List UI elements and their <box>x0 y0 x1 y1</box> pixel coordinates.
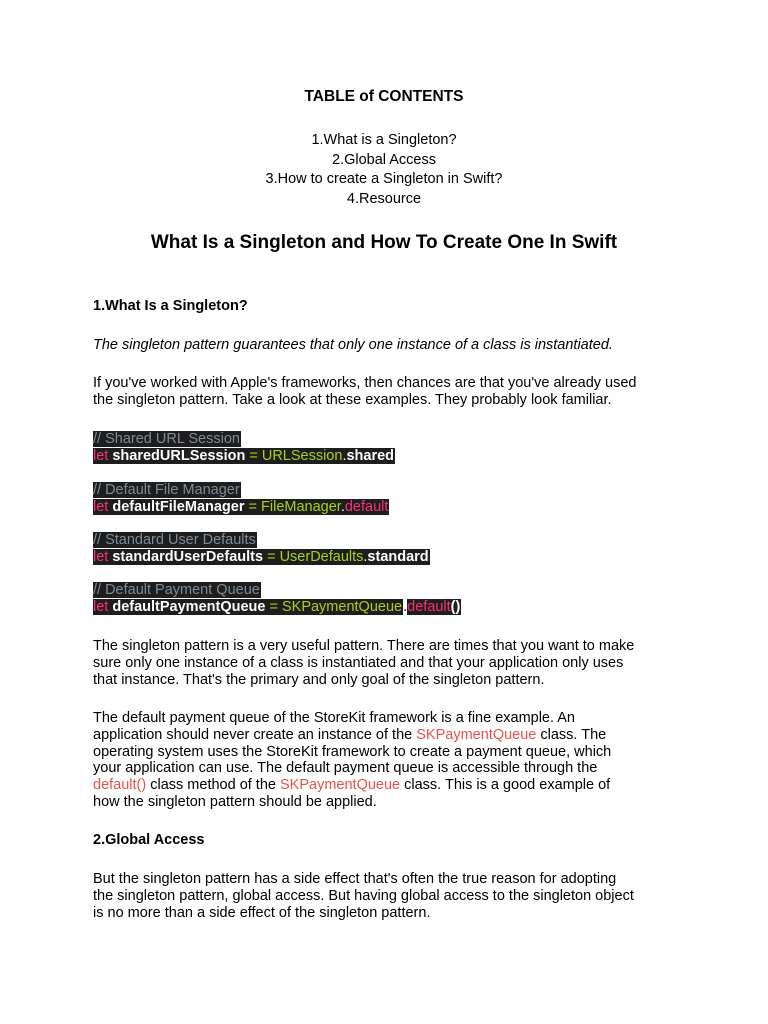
code-keyword: let <box>93 599 109 615</box>
paragraph-line: the singleton pattern. Take a look at these examples. They probably look familiar. <box>93 391 612 408</box>
code-type: SKPaymentQueue <box>277 599 403 615</box>
code-comment-line <box>93 532 257 549</box>
code-comment: // Default Payment Queue <box>93 582 260 598</box>
paragraph-line: The singleton pattern is a very useful pattern. There are times that you want to make <box>93 638 635 654</box>
code-dot: . <box>340 499 345 515</box>
code-identifier: standardUserDefaults <box>108 549 268 565</box>
code-type: UserDefaults <box>275 549 364 565</box>
code-parens: () <box>450 599 461 615</box>
code-property: default <box>407 599 451 615</box>
toc-title: TABLE of CONTENTS <box>304 88 464 105</box>
code-type: FileManager <box>257 499 341 515</box>
code-statement-line <box>93 448 395 465</box>
text-run: application should never create an instance of the <box>93 726 417 743</box>
toc-item: 3.How to create a Singleton in Swift? <box>265 171 503 187</box>
code-operator: = <box>267 549 276 565</box>
code-property: standard <box>367 549 429 565</box>
paragraph-line: is no more than a side effect of the singleton pattern. <box>93 904 431 921</box>
paragraph-line: operating system uses the StoreKit framework to create a payment queue, which <box>93 743 612 760</box>
text-run: class method of the <box>146 777 280 794</box>
code-statement-line <box>93 499 389 516</box>
code-comment: // Shared URL Session <box>93 431 240 447</box>
text-run: class. The <box>536 726 607 743</box>
code-property: shared <box>346 448 395 464</box>
code-comment-line <box>93 582 261 599</box>
code-identifier: defaultFileManager <box>108 499 249 515</box>
code-property: default <box>344 499 389 515</box>
toc-item: 4.Resource <box>346 190 422 207</box>
code-operator: = <box>269 599 278 615</box>
text-run: class. This is a good example of <box>400 777 611 794</box>
code-dot: . <box>403 599 408 615</box>
paragraph-line: But the singleton pattern has a side effect that's often the true reason for adopting <box>93 871 617 887</box>
paragraph-line: sure only one instance of a class is instantiated and that your application only uses <box>93 654 624 671</box>
toc-list <box>0 131 768 209</box>
code-comment-line <box>93 431 241 448</box>
code-identifier: sharedURLSession <box>108 448 250 464</box>
paragraph-line: that instance. That's the primary and only goal of the singleton pattern. <box>93 671 545 688</box>
section-heading-global-access: 2.Global Access <box>93 832 205 848</box>
code-operator: = <box>249 448 258 464</box>
code-statement-line <box>93 599 461 616</box>
default-method-link[interactable]: default() <box>93 777 147 794</box>
code-statement-line <box>93 549 430 566</box>
code-comment-line <box>93 482 241 499</box>
payment-queue-paragraph <box>93 710 673 811</box>
toc-item: 2.Global Access <box>332 151 436 168</box>
code-keyword: let <box>93 499 109 515</box>
code-keyword: let <box>93 549 109 565</box>
code-comment: // Default File Manager <box>93 482 240 498</box>
code-type: URLSession <box>257 448 343 464</box>
code-identifier: defaultPaymentQueue <box>108 599 270 615</box>
global-access-paragraph <box>93 871 673 921</box>
useful-paragraph <box>93 638 673 688</box>
section-heading-singleton: 1.What Is a Singleton? <box>93 298 248 314</box>
definition-text: The singleton pattern guarantees that only one instance of a class is instantiated. <box>93 337 613 353</box>
paragraph-line <box>93 777 673 794</box>
intro-paragraph <box>93 375 673 409</box>
skpaymentqueue-link[interactable]: SKPaymentQueue <box>416 726 537 743</box>
code-operator: = <box>248 499 257 515</box>
paragraph-line: the singleton pattern, global access. But having global access to the singleton object <box>93 887 634 904</box>
paragraph-line: If you've worked with Apple's frameworks, then chances are that you've already used <box>93 375 637 391</box>
code-dot: . <box>363 549 368 565</box>
paragraph-line: The default payment queue of the StoreKit framework is a fine example. An <box>93 710 575 726</box>
skpaymentqueue-link[interactable]: SKPaymentQueue <box>280 777 401 794</box>
paragraph-line: how the singleton pattern should be applied. <box>93 793 377 810</box>
code-comment: // Standard User Defaults <box>93 532 256 548</box>
code-keyword: let <box>93 448 109 464</box>
toc-item: 1.What is a Singleton? <box>311 132 457 148</box>
paragraph-line: your application can use. The default payment queue is accessible through the <box>93 760 598 777</box>
article-title: What Is a Singleton and How To Create One In Swift <box>150 232 618 253</box>
paragraph-line <box>93 727 673 744</box>
code-dot: . <box>342 448 347 464</box>
